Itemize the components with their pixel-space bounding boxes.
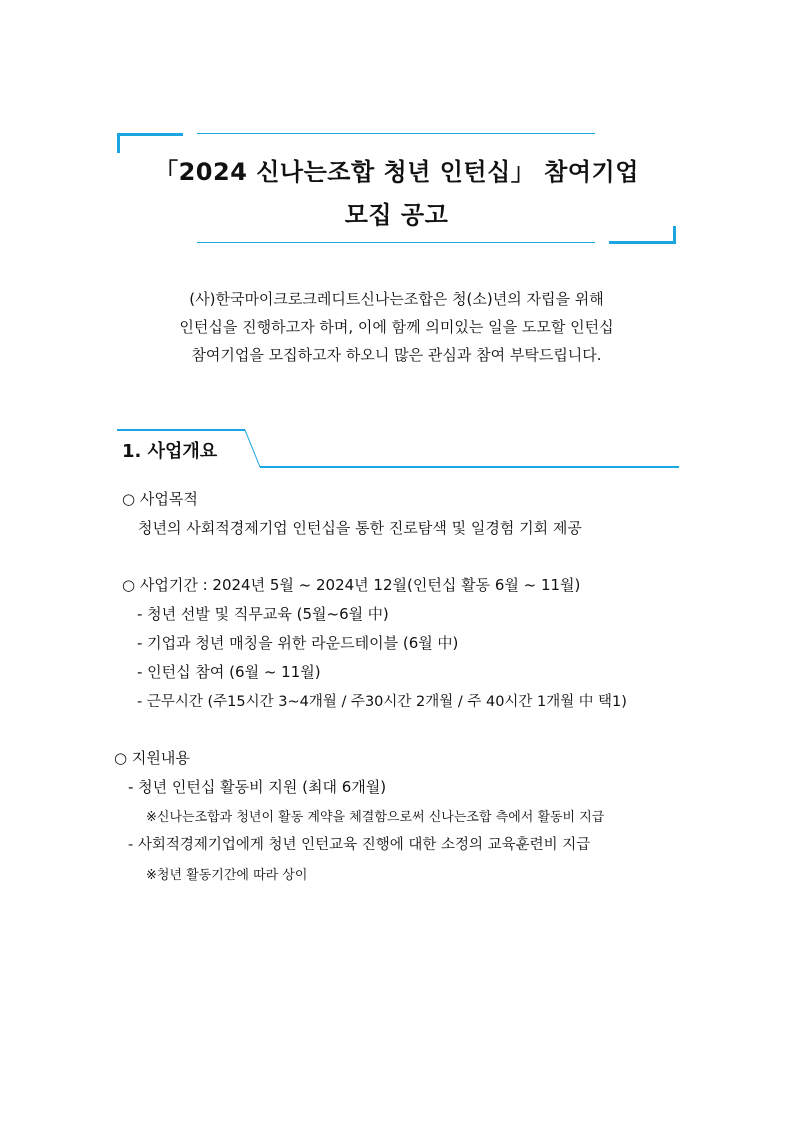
purpose-label: ○ 사업목적	[122, 490, 198, 508]
support-item: - 사회적경제기업에게 청년 인턴교육 진행에 대한 소정의 교육훈련비 지급	[128, 837, 591, 853]
support-label: ○ 지원내용	[114, 749, 190, 767]
title-frame-bottom-line	[197, 242, 595, 243]
support-note: ※신나는조합과 청년이 활동 계약을 체결함으로써 신나는조합 측에서 활동비 지급	[146, 810, 605, 825]
page-title-line2: 모집 공고	[344, 201, 449, 229]
title-frame-top-left-corner-h	[117, 133, 183, 136]
title-frame-top-left-corner-v	[117, 133, 120, 153]
section-heading: 1. 사업개요	[122, 441, 218, 462]
title-frame-bottom-right-corner-v	[673, 226, 676, 244]
title-frame-top-line	[197, 133, 595, 134]
intro-line-1: (사)한국마이크로크레디트신나는조합은 청(소)년의 자립을 위해	[189, 290, 604, 308]
intro-line-3: 참여기업을 모집하고자 하오니 많은 관심과 참여 부탁드립니다.	[191, 346, 602, 364]
period-item: - 근무시간 (주15시간 3~4개월 / 주30시간 2개월 / 주 40시간 1개월 中 택1)	[137, 694, 627, 710]
period-label: ○ 사업기간 : 2024년 5월 ~ 2024년 12월(인턴십 활동 6월 ~ 11월)	[122, 576, 581, 594]
support-item: - 청년 인턴십 활동비 지원 (최대 6개월)	[128, 778, 387, 796]
page-title-line1: 「2024 신나는조합 청년 인턴십」 참여기업	[154, 158, 639, 186]
period-item: - 기업과 청년 매칭을 위한 라운드테이블 (6월 中)	[137, 634, 459, 652]
period-item: - 인턴십 참여 (6월 ~ 11월)	[137, 663, 321, 681]
intro-line-2: 인턴십을 진행하고자 하며, 이에 함께 의미있는 일을 도모할 인턴십	[179, 318, 614, 336]
period-item: - 청년 선발 및 직무교육 (5월~6월 中)	[137, 605, 389, 623]
title-frame-bottom-right-corner-h	[609, 241, 676, 244]
support-note: ※청년 활동기간에 따라 상이	[146, 868, 308, 883]
purpose-text: 청년의 사회적경제기업 인턴십을 통한 진로탐색 및 일경험 기회 제공	[138, 519, 582, 537]
